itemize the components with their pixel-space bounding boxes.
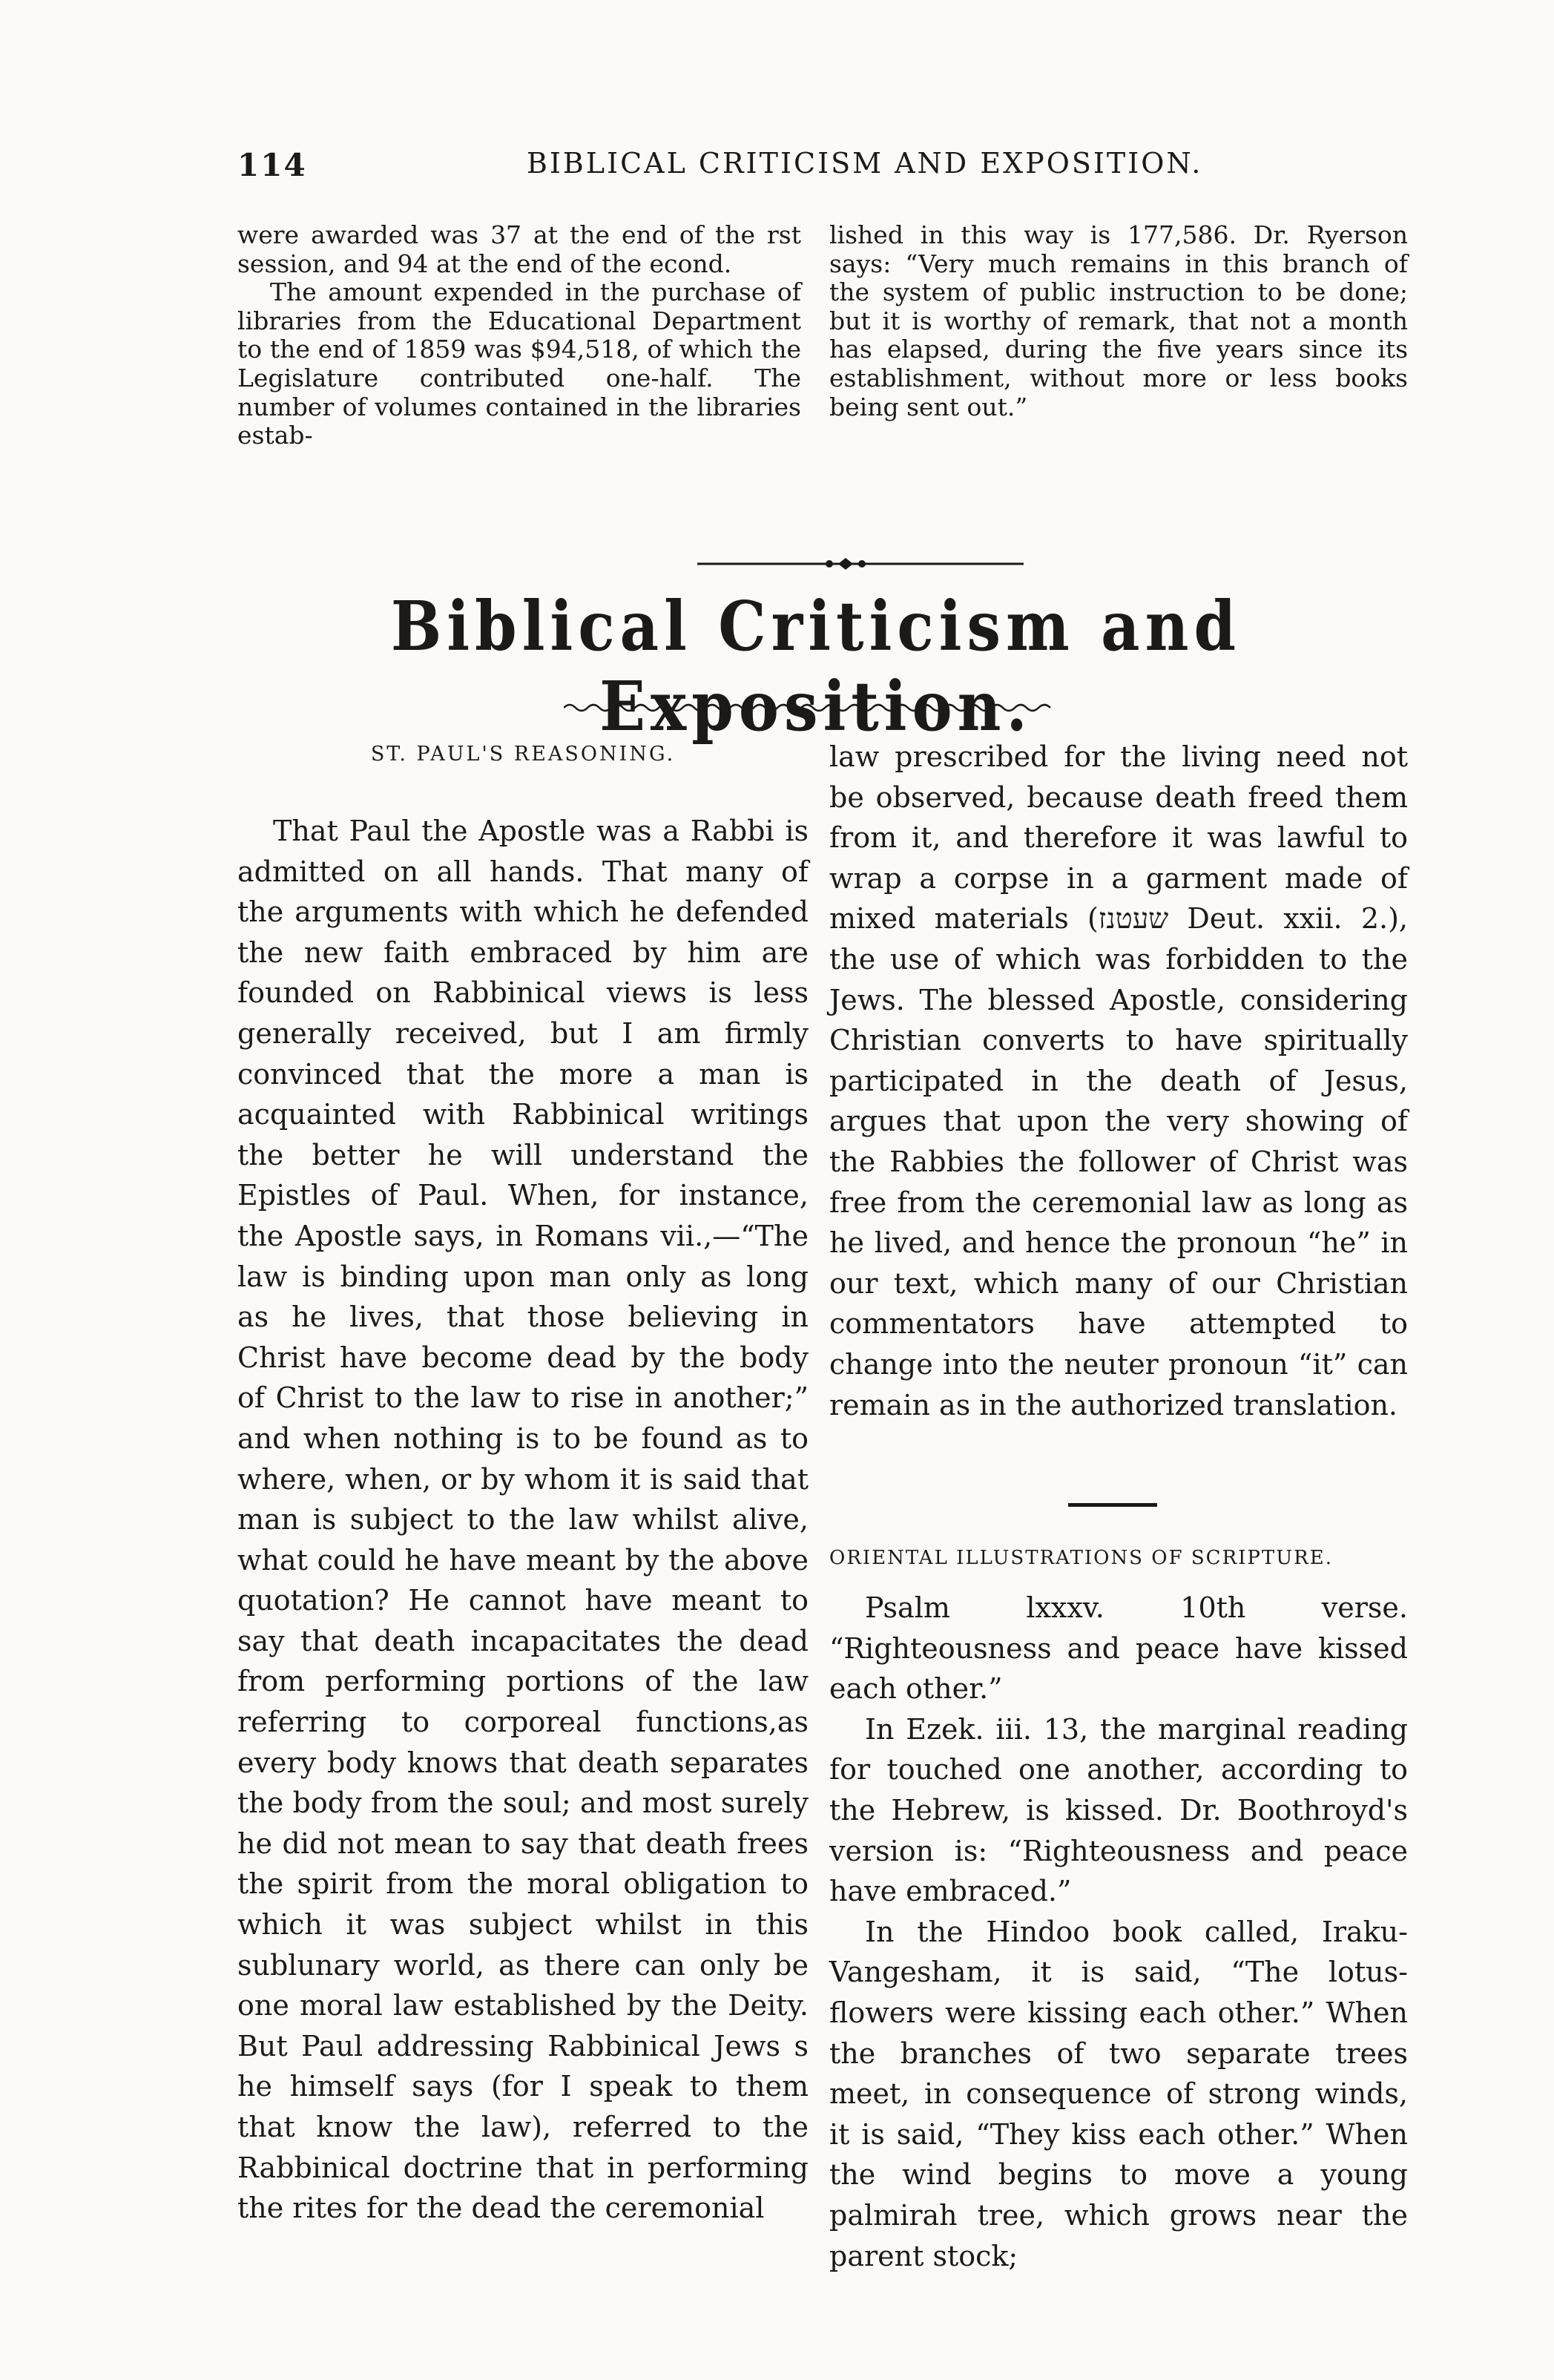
- running-title: BIBLICAL CRITICISM AND EXPOSITION.: [527, 147, 1203, 180]
- wavy-rule: [564, 700, 1053, 716]
- article-paragraph: law prescribed for the living need not be observed, because death freed them from it, and therefore it was lawful to wrap a corpse in a garment made of mixed materials (שעטנז Deut. xxii. 2.), the use of which was forbidden to the Jews. The blessed Apostle, considering Christian converts to have spiritually participated in the death of Jesus, argues that upon the very showing of the Rabbies the follower of Christ was free from the ceremonial law as long as he lived, and hence the pronoun “he” in our text, which many of our Christian commentators have attempted to change into the neuter pronoun “it” can remain as in the authorized translation.: [829, 740, 1408, 1421]
- article-right-column: [829, 737, 1408, 1425]
- continued-paragraph: were awarded was 37 at the end of the rst session, and 94 at the end of the econd.: [237, 220, 801, 278]
- continued-paragraph: lished in this way is 177,586. Dr. Ryerson says: “Very much remains in this branch of the system of public instruction to be done; but it is worthy of remark, that not a month has elapsed, during the five years since its establishment, without more or less books being sent out.”: [829, 220, 1408, 421]
- ornamental-rule: [697, 555, 1024, 573]
- continued-right-column: [829, 221, 1408, 421]
- article-paragraph: That Paul the Apostle was a Rabbi is admitted on all hands. That many of the arguments with which he defended the new faith embraced by him are founded on Rabbinical views is less generally received, but I am firmly convinced that the more a man is acquainted with Rabbinical writings the better he will understand the Epistles of Paul. When, for instance, the Apostle says, in Romans vii.,—“The law is binding upon man only as long as he lives, that those believing in Christ have become dead by the body of Christ to the law to rise in another;” and when nothing is to be found as to where, when, or by whom it is said that man is subject to the law whilst alive, what could he have meant by the above quotation? He cannot have meant to say that death incapacitates the dead from performing portions of the law referring to corporeal functions,as every body knows that death separates the body from the soul; and most surely he did not mean to say that death frees the spirit from the moral obligation to which it was subject whilst in this sublunary world, as there can only be one moral law established by the Deity. But Paul addressing Rabbinical Jews s he himself says (for I speak to them that know the law), referred to the Rabbinical doctrine that in performing the rites for the dead the ceremonial: [237, 815, 809, 2225]
- section-title: Biblical Criticism and Exposition.: [390, 586, 1242, 746]
- section-divider: [1068, 1503, 1157, 1507]
- article-paragraph: In Ezek. iii. 13, the marginal reading for touched one another, according to the Hebrew, is kissed. Dr. Boothroyd's version is: “Righteousness and peace have embraced.”: [829, 1712, 1408, 1908]
- article-caption: ST. PAUL'S REASONING.: [370, 743, 676, 766]
- article-paragraph: Psalm lxxxv. 10th verse. “Righteousness and peace have kissed each other.”: [829, 1591, 1408, 1706]
- page-number: 114: [237, 147, 307, 183]
- continued-left-column: [237, 221, 801, 450]
- article-left-column: [237, 731, 809, 2229]
- continued-paragraph: The amount expended in the purchase of libraries from the Educational Department to the end of 1859 was $94,518, of which the Legislature contributed one-half. The number of volumes contained in the libraries estab-: [237, 277, 801, 450]
- article-caption: ORIENTAL ILLUSTRATIONS OF SCRIPTURE.: [829, 1547, 1333, 1569]
- article-paragraph: In the Hindoo book called, Iraku-Vangesham, it is said, “The lotus-flowers were kissing each other.” When the branches of two separate trees meet, in consequence of strong winds, it is said, “They kiss each other.” When the wind begins to move a young palmirah tree, which grows near the parent stock;: [829, 1915, 1408, 2272]
- running-head: [237, 147, 1395, 191]
- oriental-illustrations-column: [829, 1543, 1408, 2276]
